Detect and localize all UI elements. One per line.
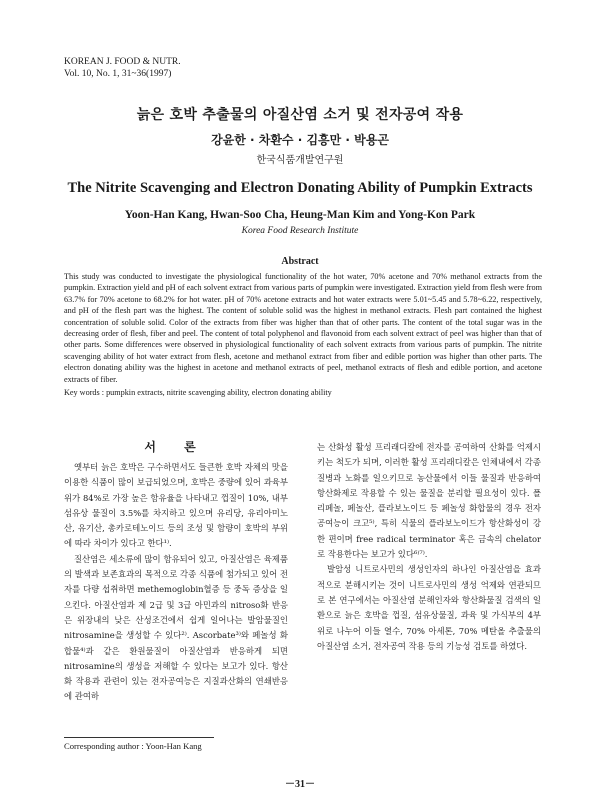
korean-title: 늙은 호박 추출물의 아질산염 소거 및 전자공여 작용 bbox=[136, 107, 464, 123]
english-title: The Nitrite Scavenging and Electron Donating Ability of Pumpkin Extracts bbox=[67, 180, 533, 196]
corresponding-author-note: Corresponding author : Yoon-Han Kang bbox=[64, 741, 202, 751]
footnote-divider bbox=[64, 737, 214, 738]
paragraph: 발암성 니트로사민의 생성인자의 하나인 아질산염을 효과적으로 분해시키는 것이 니트로사민의 생성 억제와 연관되므로 본 연구에서는 아질산염 분해인자와 항산화물질 검색의 일환으로 늙은 호박을 껍질, 섬유상물질, 과육 및 가식부의 4부위로 나누어 이들 열수, 70% 아세톤, 70% 메탄올 추출물의 아질산염 소거, 전자공여 작용 등의 기능성 검토를 하였다. bbox=[317, 564, 541, 651]
left-column bbox=[64, 460, 288, 705]
paragraph: 는 산화성 활성 프리래디칼에 전자를 공여하여 산화를 억제시키는 척도가 되며, 이러한 활성 프리래디칼은 인체내에서 각종 질병과 노화를 일으키므로 농산물에서 이들 물질과 반응하여 항산화제로 작용할 수 있는 물질을 분리할 필요성이 있다. 폴리페놀, 페놀산, 플라보노이드 등 페놀성 화합물의 경우 전자공여능이 크고⁵⁾, 특히 식물의 플라보노이드가 항산화성이 강한 편이며 free radical terminator 혹은 금속의 chelator로 작용한다는 보고가 있다⁶⁾⁷⁾. bbox=[317, 442, 541, 560]
keywords: Key words : pumpkin extracts, nitrite scavenging ability, electron donating ability bbox=[64, 388, 332, 397]
korean-authors: 강윤한 · 차환수 · 김흥만 · 박용곤 bbox=[211, 133, 389, 147]
paragraph: 질산염은 세소류에 많이 함유되어 있고, 아질산염은 육제품의 발색과 보존효과의 목적으로 각종 식품에 첨가되고 있어 전자를 다량 섭취하면 methemoglobin혈증 등 중독 증상을 일으킨다. 아질산염과 제 2급 및 3급 아민과의 nitroso화 반응은 위장내의 낮은 산성조건에서 쉽게 일어나는 발암물질인 nitrosamine을 생성할 수 있다²⁾. Ascorbate³⁾와 페놀성 화합물⁴⁾과 같은 환원물질이 아질산염과 반응하게 되면 nitrosamine의 생성을 저해할 수 있다는 보고가 있다. 항산화 작용과 관련이 있는 전자공여능은 지질과산화의 연쇄반응에 관여하 bbox=[64, 553, 288, 702]
right-column bbox=[317, 440, 541, 654]
english-affiliation: Korea Food Research Institute bbox=[241, 226, 359, 236]
english-authors: Yoon-Han Kang, Hwan-Soo Cha, Heung-Man Kim and Yong-Kon Park bbox=[124, 209, 476, 221]
journal-info bbox=[64, 56, 181, 80]
paragraph: 옛부터 늙은 호박은 구수하면서도 들큰한 호박 자체의 맛을 이용한 식품이 많이 보급되었으며, 호박은 중량에 있어 과육부위가 84%로 가장 높은 함유율을 나타내고 껍질이 10%, 내부섬유상 물질이 3.5%를 차지하고 있으며 유리당, 유리아미노산, 유기산, 총카로테노이드 등의 조성 및 함량이 호박의 부위에 따라 차이가 있다고 한다¹⁾. bbox=[64, 462, 288, 549]
abstract-heading: Abstract bbox=[281, 256, 319, 267]
journal-volume: Vol. 10, No. 1, 31~36(1997) bbox=[64, 69, 172, 79]
page-number: －31－ bbox=[285, 779, 315, 790]
abstract-body: This study was conducted to investigate the physiological functionality of the hot water, 70% acetone and 70% methanol extracts from the pumpkin. Extraction yield and pH of each solvent extract from various parts of pumpkin were investigated. Extraction yield from flesh were from 63.7% for 70% acetone to 68.2% for hot water. pH of 70% acetone extracts and hot water extracts were 5.01~5.45 and 5.78~6.22, respectively, and pH of the flesh part was the highest. The content of soluble solid was the highest in methanol extracts. Flesh part contained the highest concentration of soluble solid. Color of the extracts from fiber was higher than that of other parts. The content of the total sugar was in the decreasing order of flesh, fiber and peel. The content of total polyphenol and flavonoid from each solvent extract of peel was higher than that of other parts. Some differences were observed in physiological functionality of each solvent extracts from various parts of pumpkin. The nitrite scavenging ability of hot water extract from flesh, acetone and methanol extract from fiber and edible portion was higher than other parts. The electron donating ability was the highest in acetone and methanol extracts of peel, methanol extracts of flesh and edible portion, and acetone extracts of fiber. bbox=[64, 272, 542, 384]
journal-name: KOREAN J. FOOD & NUTR. bbox=[64, 57, 181, 67]
introduction-heading: 서 론 bbox=[144, 440, 208, 454]
korean-affiliation: 한국식품개발연구원 bbox=[256, 155, 344, 166]
